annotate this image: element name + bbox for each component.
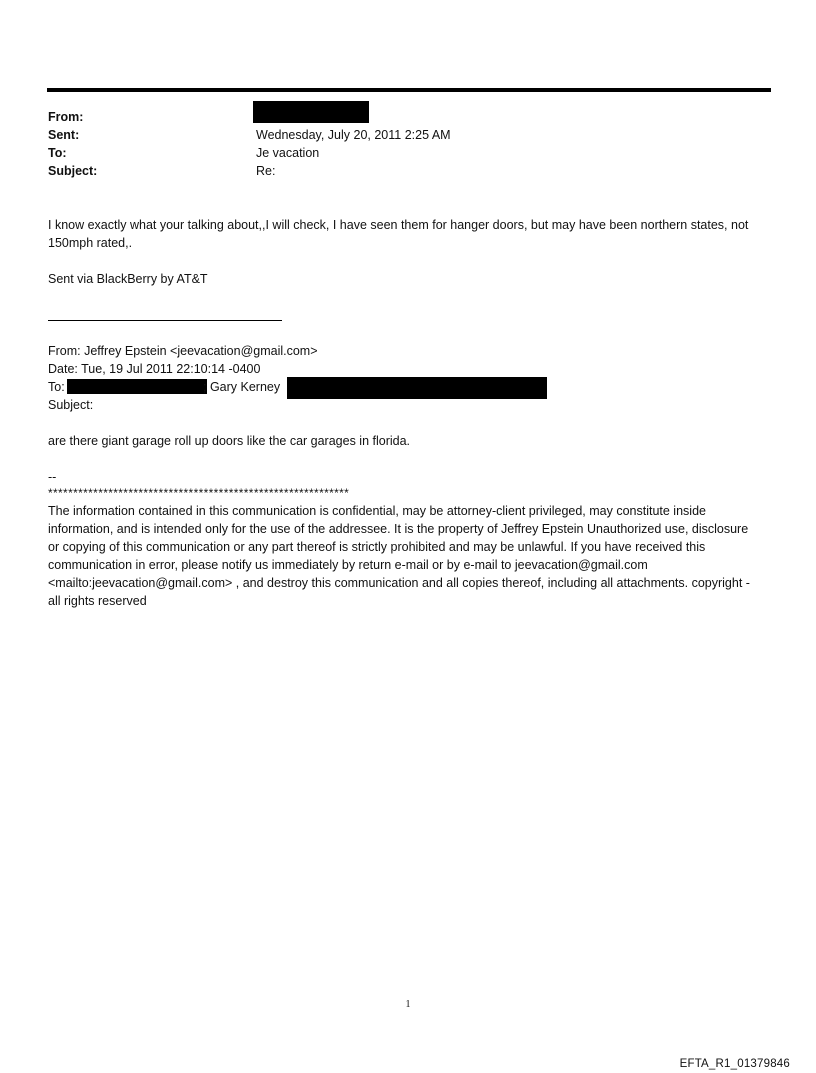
original-to-label: To:: [48, 380, 65, 394]
disclaimer: The information contained in this communication is confidential, may be attorney-client privileged, may constitute inside information, and is intended only for the use of the addressee. It is the property of Jeffrey Epstein Unauthorized use, disclosure or copying of this communication or any part thereof is strictly prohibited and may be unlawful. If you have received this communication in error, please notify us immediately by return e-mail or by e-mail to jeevacation@gmail.com <mailto:jeevacation@gmail.com> , and destroy this communication and all copies thereof, including all attachments. copyright -all rights reserved: [48, 504, 750, 608]
to-value: Je vacation: [256, 146, 320, 160]
sent-label: Sent:: [48, 128, 80, 142]
header-rule: [47, 88, 771, 92]
redaction-to-2: [287, 377, 547, 399]
original-message: are there giant garage roll up doors like the car garages in florida.: [48, 434, 411, 448]
document-id: EFTA_R1_01379846: [679, 1058, 790, 1070]
redaction-to-1: [67, 379, 207, 394]
dash-line: --: [48, 470, 57, 484]
subject-label: Subject:: [48, 164, 98, 178]
page-number: 1: [405, 999, 411, 1010]
from-label: From:: [48, 110, 84, 124]
subject-value: Re:: [256, 164, 276, 178]
redaction-from: [253, 101, 369, 123]
reply-text: I know exactly what your talking about,,I will check, I have seen them for hanger doors, but may have been northern states, not 150mph rated,.: [48, 218, 749, 250]
sent-value: Wednesday, July 20, 2011 2:25 AM: [256, 128, 451, 142]
signature: Sent via BlackBerry by AT&T: [48, 272, 208, 286]
to-label: To:: [48, 146, 67, 160]
star-line: ************************************************************: [48, 486, 350, 500]
separator-line: [48, 320, 282, 321]
original-subject: Subject:: [48, 398, 94, 412]
original-from: From: Jeffrey Epstein <jeevacation@gmail.com>: [48, 344, 318, 358]
original-to-name: ; Gary Kerney: [203, 380, 281, 394]
original-date: Date: Tue, 19 Jul 2011 22:10:14 -0400: [48, 362, 261, 376]
